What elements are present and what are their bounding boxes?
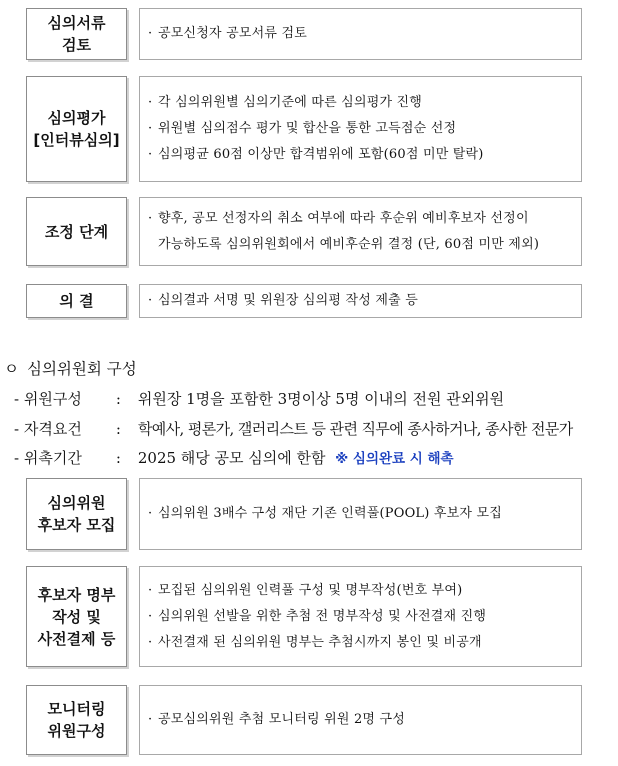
content-adjustment [139,197,582,266]
label-line: 의 결 [59,292,94,310]
list-item: · 심의결과 서명 및 위원장 심의평 작성 제출 등 [148,293,418,308]
label-line: 후보자 모집 [37,516,116,534]
label-roster [26,566,127,667]
content-roster [139,566,582,667]
circle-bullet-icon: ㅇ [4,360,19,378]
label-line: 심의서류 [47,14,106,32]
list-item: · 심의위원 3배수 구성 재단 기존 인력풀(POOL) 후보자 모집 [148,506,502,521]
section-heading [4,357,137,379]
dismissal-note: ※ 심의완료 시 해촉 [335,451,454,467]
label-line: 사전결제 등 [37,629,116,648]
content-resolution [139,284,582,318]
label-screening [26,8,127,60]
label-line: 조정 단계 [44,222,109,241]
label-adjustment [26,197,127,266]
label-evaluation [26,76,127,182]
label-line: 검토 [62,36,91,54]
info-line-term: - 위촉기간 : 2025 해당 공모 심의에 한함 ※ 심의완료 시 해촉 [14,449,454,467]
list-item: · 각 심의위원별 심의기준에 따른 심의평가 진행 [148,95,423,110]
label-line: 작성 및 [52,607,101,626]
label-resolution [26,284,127,318]
content-screening [139,8,582,60]
info-line-members: - 위원구성 : 위원장 1명을 포함한 3명이상 5명 이내의 전원 관외위원 [14,390,505,408]
label-monitoring [26,685,127,755]
label-line: 심의위원 [47,494,106,512]
label-line: 모니터링 [47,700,106,718]
list-item: · 향후, 공모 선정자의 취소 여부에 따라 후순위 예비후보자 선정이 [148,210,529,226]
label-line: [인터뷰심의] [33,131,120,149]
info-line-qualification: - 자격요건 : 학예사, 평론가, 갤러리스트 등 관련 직무에 종사하거나, 종사한 전문가 [14,420,573,438]
label-line: 위원구성 [47,722,106,740]
section-title: 심의위원회 구성 [26,360,137,378]
list-item: · 사전결재 된 심의위원 명부는 추첨시까지 봉인 및 비공개 [148,634,482,650]
list-item: · 위원별 심의점수 평가 및 합산을 통한 고득점순 선정 [148,121,457,136]
content-monitoring [139,685,582,755]
content-recruit [139,478,582,550]
label-line: 심의평가 [47,109,106,127]
list-item: · 공모심의위원 추첨 모니터링 위원 2명 구성 [148,712,406,727]
list-item: · 모집된 심의위원 인력풀 구성 및 명부작성(번호 부여) [148,582,463,598]
label-recruit [26,478,127,550]
list-item: · 심의평균 60점 이상만 합격범위에 포함(60점 미만 탈락) [148,147,484,162]
list-item: 가능하도록 심의위원회에서 예비후순위 결정 (단, 60점 미만 제외) [158,236,540,252]
label-line: 후보자 명부 [37,585,116,604]
list-item: · 공모신청자 공모서류 검토 [148,26,308,41]
list-item: · 심의위원 선발을 위한 추첨 전 명부작성 및 사전결재 진행 [148,608,487,624]
content-evaluation [139,76,582,182]
